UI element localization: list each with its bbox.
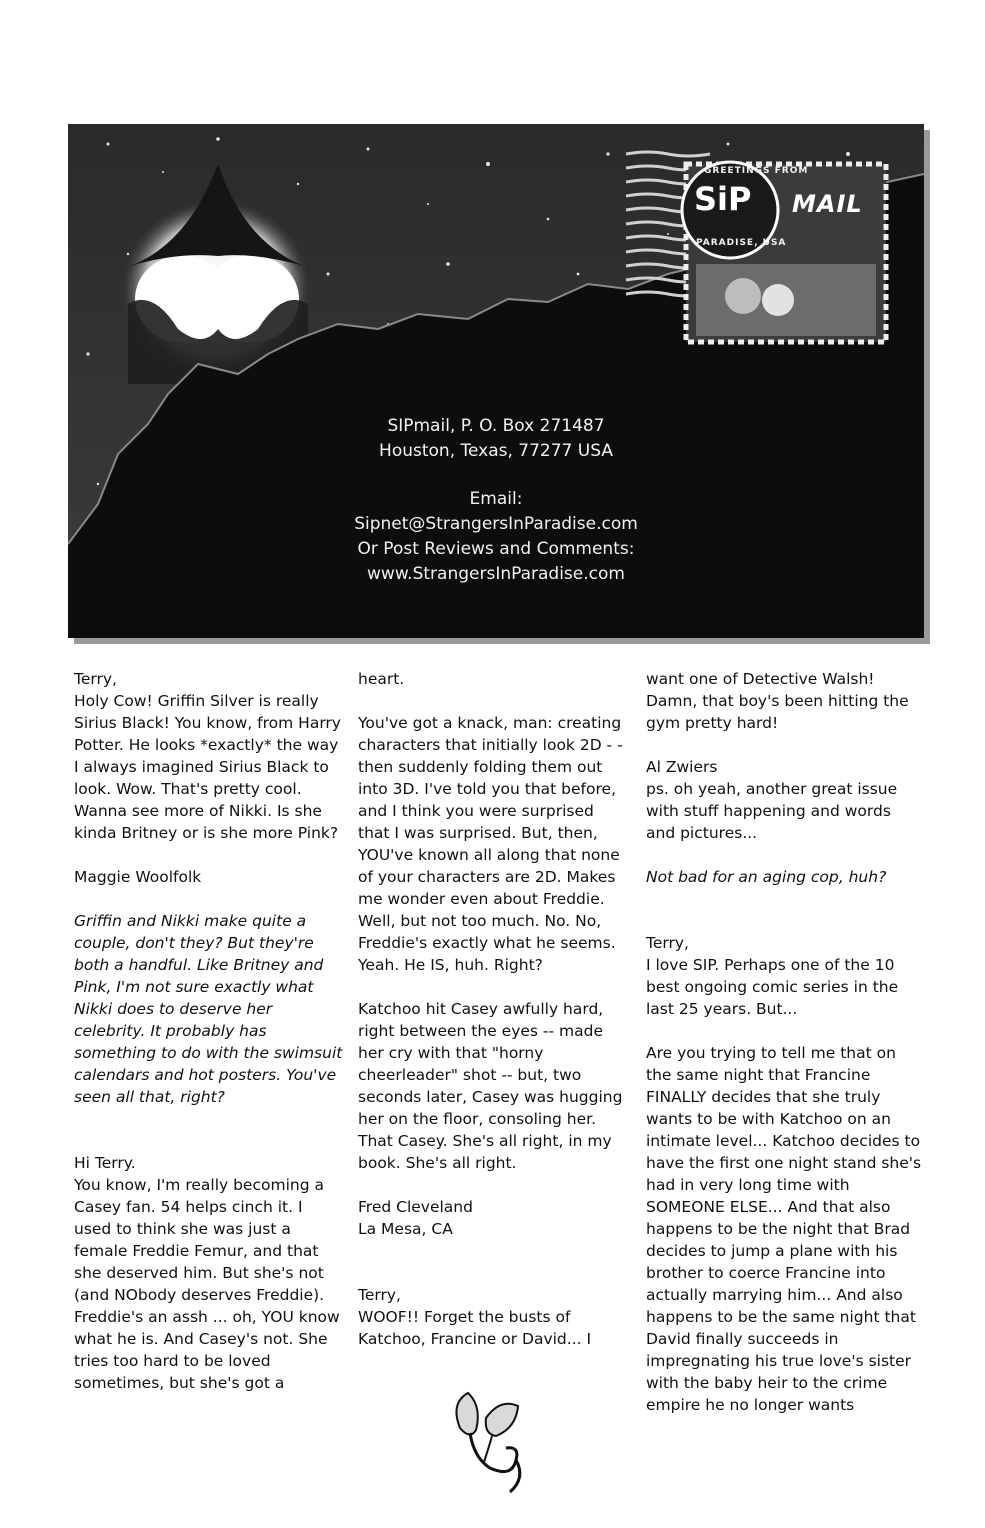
mail-label: MAIL — [792, 190, 863, 218]
email-label: Email: — [469, 489, 523, 509]
letter-salutation: Hi Terry. — [74, 1154, 136, 1172]
letter-signature: Fred Cleveland — [358, 1198, 473, 1216]
letter-salutation: Terry, — [74, 670, 117, 688]
editor-reply: Not bad for an aging cop, huh? — [646, 868, 887, 886]
stamp-ring-text-bottom: PARADISE, USA — [696, 238, 787, 248]
letter-body-continued: heart. — [358, 670, 405, 688]
stamp-ring-text-top: GREETINGS FROM — [704, 166, 809, 176]
editor-reply: Griffin and Nikki make quite a couple, don't they? But they're both a handful. Like Britney and Pink, I'm not sure exactly what Nikki does to deserve her celebrity. It probably has something to do with the swimsuit calendars and hot posters. You've seen all that, right? — [74, 912, 343, 1106]
letter-body: You know, I'm really becoming a Casey fan. 54 helps cinch it. I used to think she was just a female Freddie Femur, and that she deserved him. But she's not (and NObody deserves Freddie). Freddie's an assh ... oh, YOU know what he is. And Casey's not. She tries too hard to be loved sometimes, but she's got a — [74, 1176, 340, 1392]
letter-body: I love SIP. Perhaps one of the 10 best ongoing comic series in the last 25 years. But... — [646, 956, 899, 1018]
letters-column-2 — [358, 668, 630, 1372]
email-address[interactable]: Sipnet@StrangersInParadise.com — [354, 514, 638, 534]
letter-body: Holy Cow! Griffin Silver is really Sirius Black! You know, from Harry Potter. He looks *exactly* the way I always imagined Sirius Black to look. Wow. That's pretty cool. Wanna see more of Nikki. Is she kinda Britney or is she more Pink? — [74, 692, 341, 842]
letter-signature: Al Zwiers — [646, 758, 718, 776]
website-link[interactable]: www.StrangersInParadise.com — [367, 564, 625, 584]
letter-signature-place: La Mesa, CA — [358, 1220, 453, 1238]
letters-column-1 — [74, 668, 344, 1416]
letter-salutation: Terry, — [358, 1286, 401, 1304]
address-line-2: Houston, Texas, 77277 USA — [379, 441, 613, 461]
letters-column-3 — [646, 668, 922, 1438]
letter-body: WOOF!! Forget the busts of Katchoo, Francine or David... I — [358, 1308, 592, 1348]
letter-postscript: ps. oh yeah, another great issue with stuff happening and words and pictures... — [646, 780, 898, 842]
post-reviews-line: Or Post Reviews and Comments: — [357, 539, 635, 559]
address-line-1: SIPmail, P. O. Box 271487 — [387, 416, 605, 436]
leaf-ornament-icon — [440, 1388, 540, 1498]
letter-signature: Maggie Woolfolk — [74, 868, 202, 886]
letter-body: Are you trying to tell me that on the same night that Francine FINALLY decides that she truly wants to be with Katchoo on an intimate level... Katchoo decides to have the first one night stand she's had in very long time with SOMEONE ELSE... And that also happens to be the night that Brad decides to jump a plane with his brother to coerce Francine into actually marrying him... And also happens to be the same night that David finally succeeds in impregnating his true love's sister with the baby heir to the crime empire he no longer wants — [646, 1044, 922, 1414]
letter-body: You've got a knack, man: creating characters that initially look 2D - - then suddenly folding them out into 3D. I've told you that before, and I think you were surprised that I was surprised. But, then, YOU've known all along that none of your characters are 2D. Makes me wonder even about Freddie. Well, but not too much. No. No, Freddie's exactly what he seems. Yeah. He IS, huh. Right? — [358, 714, 623, 974]
letter-salutation: Terry, — [646, 934, 689, 952]
letter-body-continued: want one of Detective Walsh! Damn, that boy's been hitting the gym pretty hard! — [646, 670, 909, 732]
header-banner — [68, 124, 924, 638]
address-block — [318, 414, 674, 587]
sip-logo: SiP — [694, 180, 752, 218]
letter-body: Katchoo hit Casey awfully hard, right between the eyes -- made her cry with that "horny cheerleader" shot -- but, two seconds later, Casey was hugging her on the floor, consoling her. That Casey. She's all right, in my book. She's all right. — [358, 1000, 623, 1172]
